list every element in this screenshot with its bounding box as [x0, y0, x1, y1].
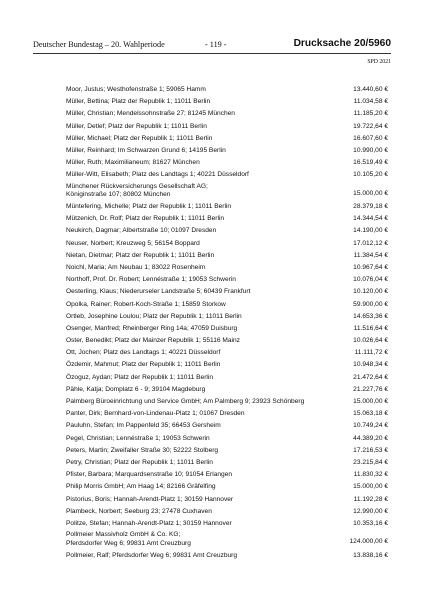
donor-name-line: Plambeck, Norbert; Seeburg 23; 27478 Cuxhaven — [66, 507, 212, 515]
donor-row — [66, 108, 388, 120]
donor-name-line: Ortleb, Josephine Loulou; Platz der Republik 1; 11011 Berlin — [66, 312, 242, 320]
parliament-label: Deutscher Bundestag – 20. Wahlperiode — [33, 40, 165, 49]
donor-row — [66, 323, 388, 335]
donor-row — [66, 420, 388, 432]
donation-amount: 11.516,64 € — [353, 324, 388, 332]
donor-name — [66, 396, 304, 408]
donor-name — [66, 518, 232, 530]
donation-amount: 11.111,72 € — [354, 349, 388, 357]
donor-name-line: Politze, Stefan; Hannah-Arendt-Platz 1; 30159 Hannover — [66, 519, 232, 527]
donor-row — [66, 250, 388, 262]
donor-name-line: Moor, Justus; Westhofenstraße 1; 59065 Hamm — [66, 86, 206, 93]
donor-name — [66, 286, 250, 298]
donation-amount: 17.012,12 € — [353, 239, 388, 247]
donor-name-line: Mützenich, Dr. Rolf; Platz der Republik 1; 11011 Berlin — [66, 215, 225, 223]
page-header — [33, 38, 391, 52]
donation-amount: 11.185,20 € — [353, 110, 388, 118]
donor-name-line: Oesterling, Klaus; Niederurseler Landstraße 5; 60439 Frankfurt — [66, 288, 251, 296]
header-rule — [33, 53, 391, 54]
donor-name — [66, 433, 210, 445]
donor-name-line: Northoff, Prof. Dr. Robert; Lennéstraße 1; 19053 Schwerin — [66, 276, 236, 284]
donation-amount: 19.722,64 € — [353, 122, 388, 130]
donor-row — [66, 274, 388, 286]
donation-amount: 10.120,00 € — [353, 288, 388, 296]
donor-name-line: Müller, Christian; Mendelssohnstraße 27; 81245 München — [66, 110, 235, 118]
donation-amount: 10.948,34 € — [353, 361, 388, 369]
donor-row — [66, 169, 388, 181]
donation-amount: 10.076,04 € — [353, 276, 388, 284]
donor-row — [66, 225, 388, 237]
donor-row — [66, 133, 388, 145]
donation-amount: 17.216,53 € — [353, 446, 388, 454]
donor-name-line: Osenger, Manfred; Rheinberger Ring 14a; 47059 Duisburg — [66, 324, 238, 332]
donor-name-line: Pfister, Barbara; Marquardsenstraße 10; 91054 Erlangen — [66, 471, 233, 479]
donation-amount: 59.900,00 € — [353, 300, 388, 308]
donor-name-line: Neuser, Norbert; Kreuzweg 5; 56154 Boppard — [66, 239, 200, 247]
donor-name — [66, 335, 240, 347]
donor-name — [66, 481, 216, 493]
donation-amount: 11.384,54 € — [353, 251, 388, 259]
donation-amount: 10.967,64 € — [353, 263, 388, 271]
donor-name — [66, 420, 221, 432]
donation-amount: 28.379,18 € — [353, 203, 388, 210]
donation-amount: 10.353,16 € — [353, 519, 388, 527]
donor-name — [66, 84, 206, 96]
donor-name-line: Neukirch, Dagmar; Albertstraße 10; 01097 Dresden — [66, 227, 217, 235]
donor-name-line: Panter, Dirk; Bernhard-von-Lindenau-Platz 1; 01067 Dresden — [66, 410, 245, 418]
donor-row — [66, 445, 388, 457]
donor-name-line: Müller, Detlef; Platz der Republik 1; 11011 Berlin — [66, 122, 207, 130]
donor-name — [66, 201, 231, 213]
donor-name — [66, 121, 207, 133]
donor-row — [66, 481, 388, 493]
donor-row — [66, 299, 388, 311]
donor-row — [66, 457, 388, 469]
donation-amount: 44.389,20 € — [353, 434, 388, 442]
donation-amount: 11.192,28 € — [353, 495, 388, 503]
document-number: Drucksache 20/5960 — [293, 38, 391, 49]
donor-name — [66, 238, 200, 250]
donor-name — [66, 169, 249, 181]
donation-amount: 11.830,32 € — [353, 471, 388, 479]
donor-row — [66, 238, 388, 250]
donor-name-line: Opolka, Rainer; Robert-Koch-Straße 1; 15859 Storkow — [66, 300, 226, 308]
donation-amount: 21.227,76 € — [353, 385, 388, 393]
donor-name-line: Nietan, Dietmar; Platz der Republik 1; 11011 Berlin — [66, 251, 215, 259]
donation-amount: 10.990,00 € — [353, 146, 388, 154]
donation-amount: 16.519,49 € — [353, 159, 388, 167]
donor-row — [66, 408, 388, 420]
donor-row — [66, 396, 388, 408]
donor-name — [66, 299, 226, 311]
donor-row — [66, 201, 388, 213]
donor-row — [66, 506, 388, 518]
donor-name-line: Özdemir, Mahmut; Platz der Republik 1; 11011 Berlin — [66, 361, 221, 369]
donor-name — [66, 347, 220, 359]
donor-name — [66, 531, 191, 548]
donor-name — [66, 469, 232, 481]
donation-amount: 15.000,00 € — [353, 398, 388, 405]
donor-name — [66, 183, 208, 200]
donor-row — [66, 359, 388, 371]
donor-row — [66, 335, 388, 347]
donor-row — [66, 347, 388, 359]
donor-row — [66, 494, 388, 506]
donor-row — [66, 550, 388, 562]
donor-name-line: Müller, Bettina; Platz der Republik 1; 11011 Berlin — [66, 98, 211, 106]
donor-name — [66, 225, 216, 237]
donation-amount: 15.000,00 € — [353, 483, 388, 491]
donation-amount: 10.026,64 € — [353, 337, 388, 345]
donor-name-line: Müller, Michael; Platz der Republik 1; 11011 Berlin — [66, 134, 213, 142]
donation-amount: 15.000,00 € — [353, 189, 388, 197]
donor-name — [66, 550, 237, 562]
donor-name-line: Müller-Witt, Elisabeth; Platz des Landtags 1; 40221 Düsseldorf — [66, 171, 249, 179]
donation-amount: 13.838,16 € — [353, 551, 388, 559]
donor-name-line: Pollmeier, Ralf; Pferdsdorfer Weg 6; 99831 Amt Creuzburg — [66, 551, 238, 559]
donation-amount: 124.000,00 € — [349, 538, 388, 546]
donor-name-line: Peters, Martin; Zweifaller Straße 30; 52222 Stolberg — [66, 446, 219, 454]
page-number: - 119 - — [205, 40, 227, 49]
donor-name-line: Müntefering, Michelle; Platz der Republik 1; 11011 Berlin — [66, 203, 232, 210]
donation-amount: 15.063,18 € — [353, 410, 388, 418]
donor-name — [66, 213, 224, 225]
donor-name-line: Pollmeier Massivholz GmbH & Co. KG; — [66, 531, 181, 539]
donor-name — [66, 250, 214, 262]
donor-row — [66, 372, 388, 384]
donor-name — [66, 408, 245, 420]
donor-row — [66, 518, 388, 530]
donor-row — [66, 121, 388, 133]
donor-name — [66, 108, 235, 120]
donor-name — [66, 133, 212, 145]
donor-name-line: Pistorius, Boris; Hannah-Arendt-Platz 1; 30159 Hannover — [66, 495, 234, 503]
donor-name — [66, 494, 233, 506]
donation-amount: 14.344,54 € — [353, 215, 388, 223]
donor-row — [66, 96, 388, 108]
donor-name-line: Philip Morris GmbH; Am Haag 14; 82166 Gräfelfing — [66, 483, 216, 491]
donor-row — [66, 213, 388, 225]
donor-name — [66, 384, 205, 396]
donor-name-line: Pauluhn, Stefan; Im Pappenfeld 35; 66453 Gersheim — [66, 422, 221, 430]
donation-amount: 23.215,84 € — [353, 458, 388, 466]
donor-name — [66, 157, 200, 169]
donor-name-line: Noichl, Maria; Am Neubau 1; 83022 Rosenheim — [66, 263, 206, 271]
donation-amount: 11.034,58 € — [353, 98, 388, 106]
donor-name — [66, 274, 236, 286]
donor-name — [66, 457, 213, 469]
donation-amount: 16.607,60 € — [353, 134, 388, 142]
party-label: SPD 2021 — [367, 59, 391, 65]
donor-row — [66, 84, 388, 96]
donor-row — [66, 311, 388, 323]
donor-name — [66, 145, 226, 157]
donor-name-line: Pähle, Katja; Domplatz 6 - 9; 39104 Magdeburg — [66, 385, 206, 393]
donor-row — [66, 145, 388, 157]
donor-name — [66, 323, 237, 335]
donor-row — [66, 182, 388, 202]
donor-row — [66, 384, 388, 396]
donor-name — [66, 96, 210, 108]
donor-name — [66, 359, 220, 371]
donor-name-line: Ott, Jochen; Platz des Landtags 1; 40221 Düsseldorf — [66, 349, 221, 357]
donor-name-line: Palmberg Büroeinrichtung und Service GmbH; Am Palmberg 9; 23923 Schönberg — [66, 398, 305, 405]
donor-name-line: Müller, Reinhard; Im Schwarzen Grund 6; 14195 Berlin — [66, 146, 226, 154]
donor-name-line: Pegel, Christian; Lennéstraße 1; 19053 Schwerin — [66, 434, 210, 442]
donor-row — [66, 262, 388, 274]
donor-row — [66, 433, 388, 445]
donor-name-line: Müller, Ruth; Maximilianeum; 81627 München — [66, 159, 200, 167]
donor-address-line: Pferdsdorfer Weg 6; 99831 Amt Creuzburg — [66, 539, 191, 547]
donor-name-line: Petry, Christian; Platz der Republik 1; 11011 Berlin — [66, 458, 213, 466]
donor-row — [66, 469, 388, 481]
donation-amount: 14.190,00 € — [353, 227, 388, 235]
donor-name-line: Münchener Rückversicherungs Gesellschaft AG; — [66, 182, 208, 190]
donation-amount: 14.653,36 € — [353, 312, 388, 320]
donor-address-line: Königinstraße 107; 80802 München — [66, 191, 171, 199]
donation-amount: 10.749,24 € — [353, 422, 388, 430]
donor-name — [66, 372, 213, 384]
donor-name — [66, 262, 205, 274]
donor-name-line: Oster, Benedikt; Platz der Mainzer Republik 1; 55116 Mainz — [66, 337, 240, 345]
donor-row — [66, 530, 388, 550]
donation-amount: 10.105,20 € — [353, 171, 388, 179]
donation-amount: 13.440,60 € — [353, 86, 388, 93]
donation-amount: 12.990,00 € — [353, 507, 388, 515]
donor-name — [66, 311, 242, 323]
donor-name — [66, 506, 212, 518]
donor-row — [66, 286, 388, 298]
donor-name — [66, 445, 218, 457]
donation-amount: 21.472,64 € — [353, 373, 388, 381]
donor-row — [66, 157, 388, 169]
donor-list — [66, 84, 388, 562]
donor-name-line: Özoguz, Aydan; Platz der Republik 1; 11011 Berlin — [66, 373, 213, 381]
